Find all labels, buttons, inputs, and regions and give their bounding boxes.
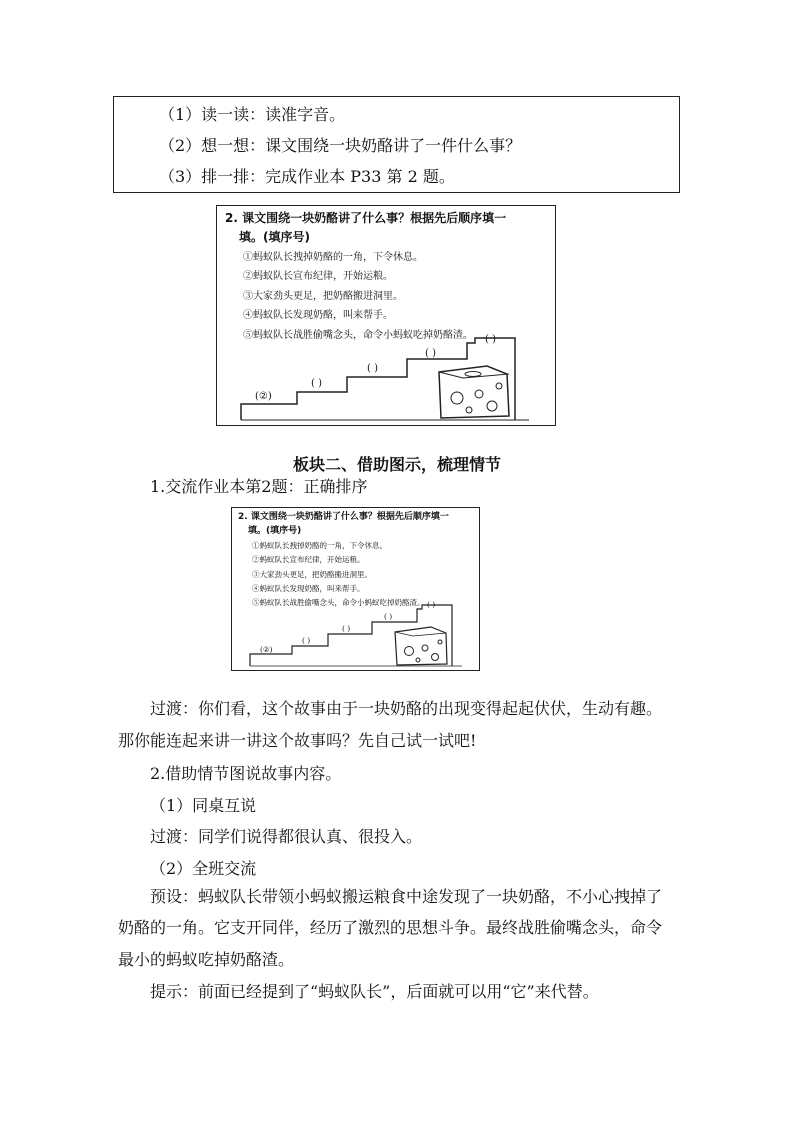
step-blank: (②) — [255, 391, 272, 402]
worksheet-image-large — [216, 205, 556, 426]
step-blank: ( ) — [384, 612, 393, 621]
worksheet-question-cont: 填。(填序号) — [239, 230, 310, 244]
worksheet-item: ⑤蚂蚁队长战胜偷嘴念头，命令小蚂蚁吃掉奶酪渣。 — [243, 330, 473, 341]
worksheet-item: ③大家劲头更足，把奶酪搬进洞里。 — [243, 291, 403, 302]
paragraph: 奶酪的一角。它支开同伴，经历了激烈的思想斗争。最终战胜偷嘴念头，命令 — [118, 918, 663, 937]
cheese-icon — [439, 366, 509, 418]
paragraph: （1）同桌互说 — [150, 796, 257, 815]
task-item-read: （1）读一读：读准字音。 — [159, 105, 346, 124]
paragraph: 提示：前面已经提到了“蚂蚁队长”，后面就可以用“它”来代替。 — [150, 982, 599, 1001]
task-box — [113, 96, 680, 193]
step-blank: ( ) — [425, 348, 436, 359]
paragraph: 最小的蚂蚁吃掉奶酪渣。 — [118, 950, 295, 969]
paragraph: 2.借助情节图说故事内容。 — [150, 764, 342, 783]
step-blank: ( ) — [342, 624, 351, 633]
step-blank: ( ) — [311, 378, 322, 389]
step-blank: ( ) — [302, 636, 311, 645]
worksheet-image-small — [231, 507, 480, 671]
task-item-sort: （3）排一排：完成作业本 P33 第 2 题。 — [159, 167, 455, 186]
paragraph: 过渡：同学们说得都很认真、很投入。 — [150, 827, 423, 846]
task-item-think: （2）想一想：课文围绕一块奶酪讲了一件什么事？ — [159, 136, 522, 155]
step-blank: ( ) — [427, 600, 436, 609]
worksheet-item: ⑤蚂蚁队长战胜偷嘴念头，命令小蚂蚁吃掉奶酪渣。 — [252, 598, 425, 607]
paragraph: 1.交流作业本第2题：正确排序 — [150, 477, 368, 496]
worksheet-item: ①蚂蚁队长拽掉奶酪的一角，下令休息。 — [252, 541, 387, 550]
step-blank: ( ) — [485, 334, 496, 345]
step-blank: (②) — [260, 645, 273, 654]
worksheet-item: ②蚂蚁队长宣布纪律，开始运粮。 — [252, 555, 365, 564]
cheese-icon — [395, 627, 447, 665]
worksheet-question-cont: 填。(填序号) — [248, 526, 302, 536]
worksheet-item: ②蚂蚁队长宣布纪律，开始运粮。 — [243, 271, 393, 282]
paragraph: 预设：蚂蚁队长带领小蚂蚁搬运粮食中途发现了一块奶酪，不小心拽掉了 — [150, 887, 663, 906]
step-blank: ( ) — [367, 363, 378, 374]
paragraph: 那你能连起来讲一讲这个故事吗？先自己试一试吧! — [118, 731, 477, 750]
paragraph: （2）全班交流 — [150, 859, 257, 878]
worksheet-item: ③大家劲头更足，把奶酪搬进洞里。 — [252, 570, 372, 579]
worksheet-question: 2. 课文围绕一块奶酪讲了什么事？根据先后顺序填一 — [225, 211, 507, 225]
worksheet-item: ④蚂蚁队长发现奶酪，叫来帮手。 — [252, 584, 365, 593]
worksheet-question: 2. 课文围绕一块奶酪讲了什么事？根据先后顺序填一 — [238, 512, 449, 522]
section-title: 板块二、借助图示，梳理情节 — [292, 455, 501, 474]
paragraph: 过渡：你们看，这个故事由于一块奶酪的出现变得起起伏伏，生动有趣。 — [150, 699, 663, 718]
worksheet-item: ④蚂蚁队长发现奶酪，叫来帮手。 — [243, 310, 393, 321]
worksheet-item: ①蚂蚁队长拽掉奶酪的一角，下令休息。 — [243, 252, 423, 263]
